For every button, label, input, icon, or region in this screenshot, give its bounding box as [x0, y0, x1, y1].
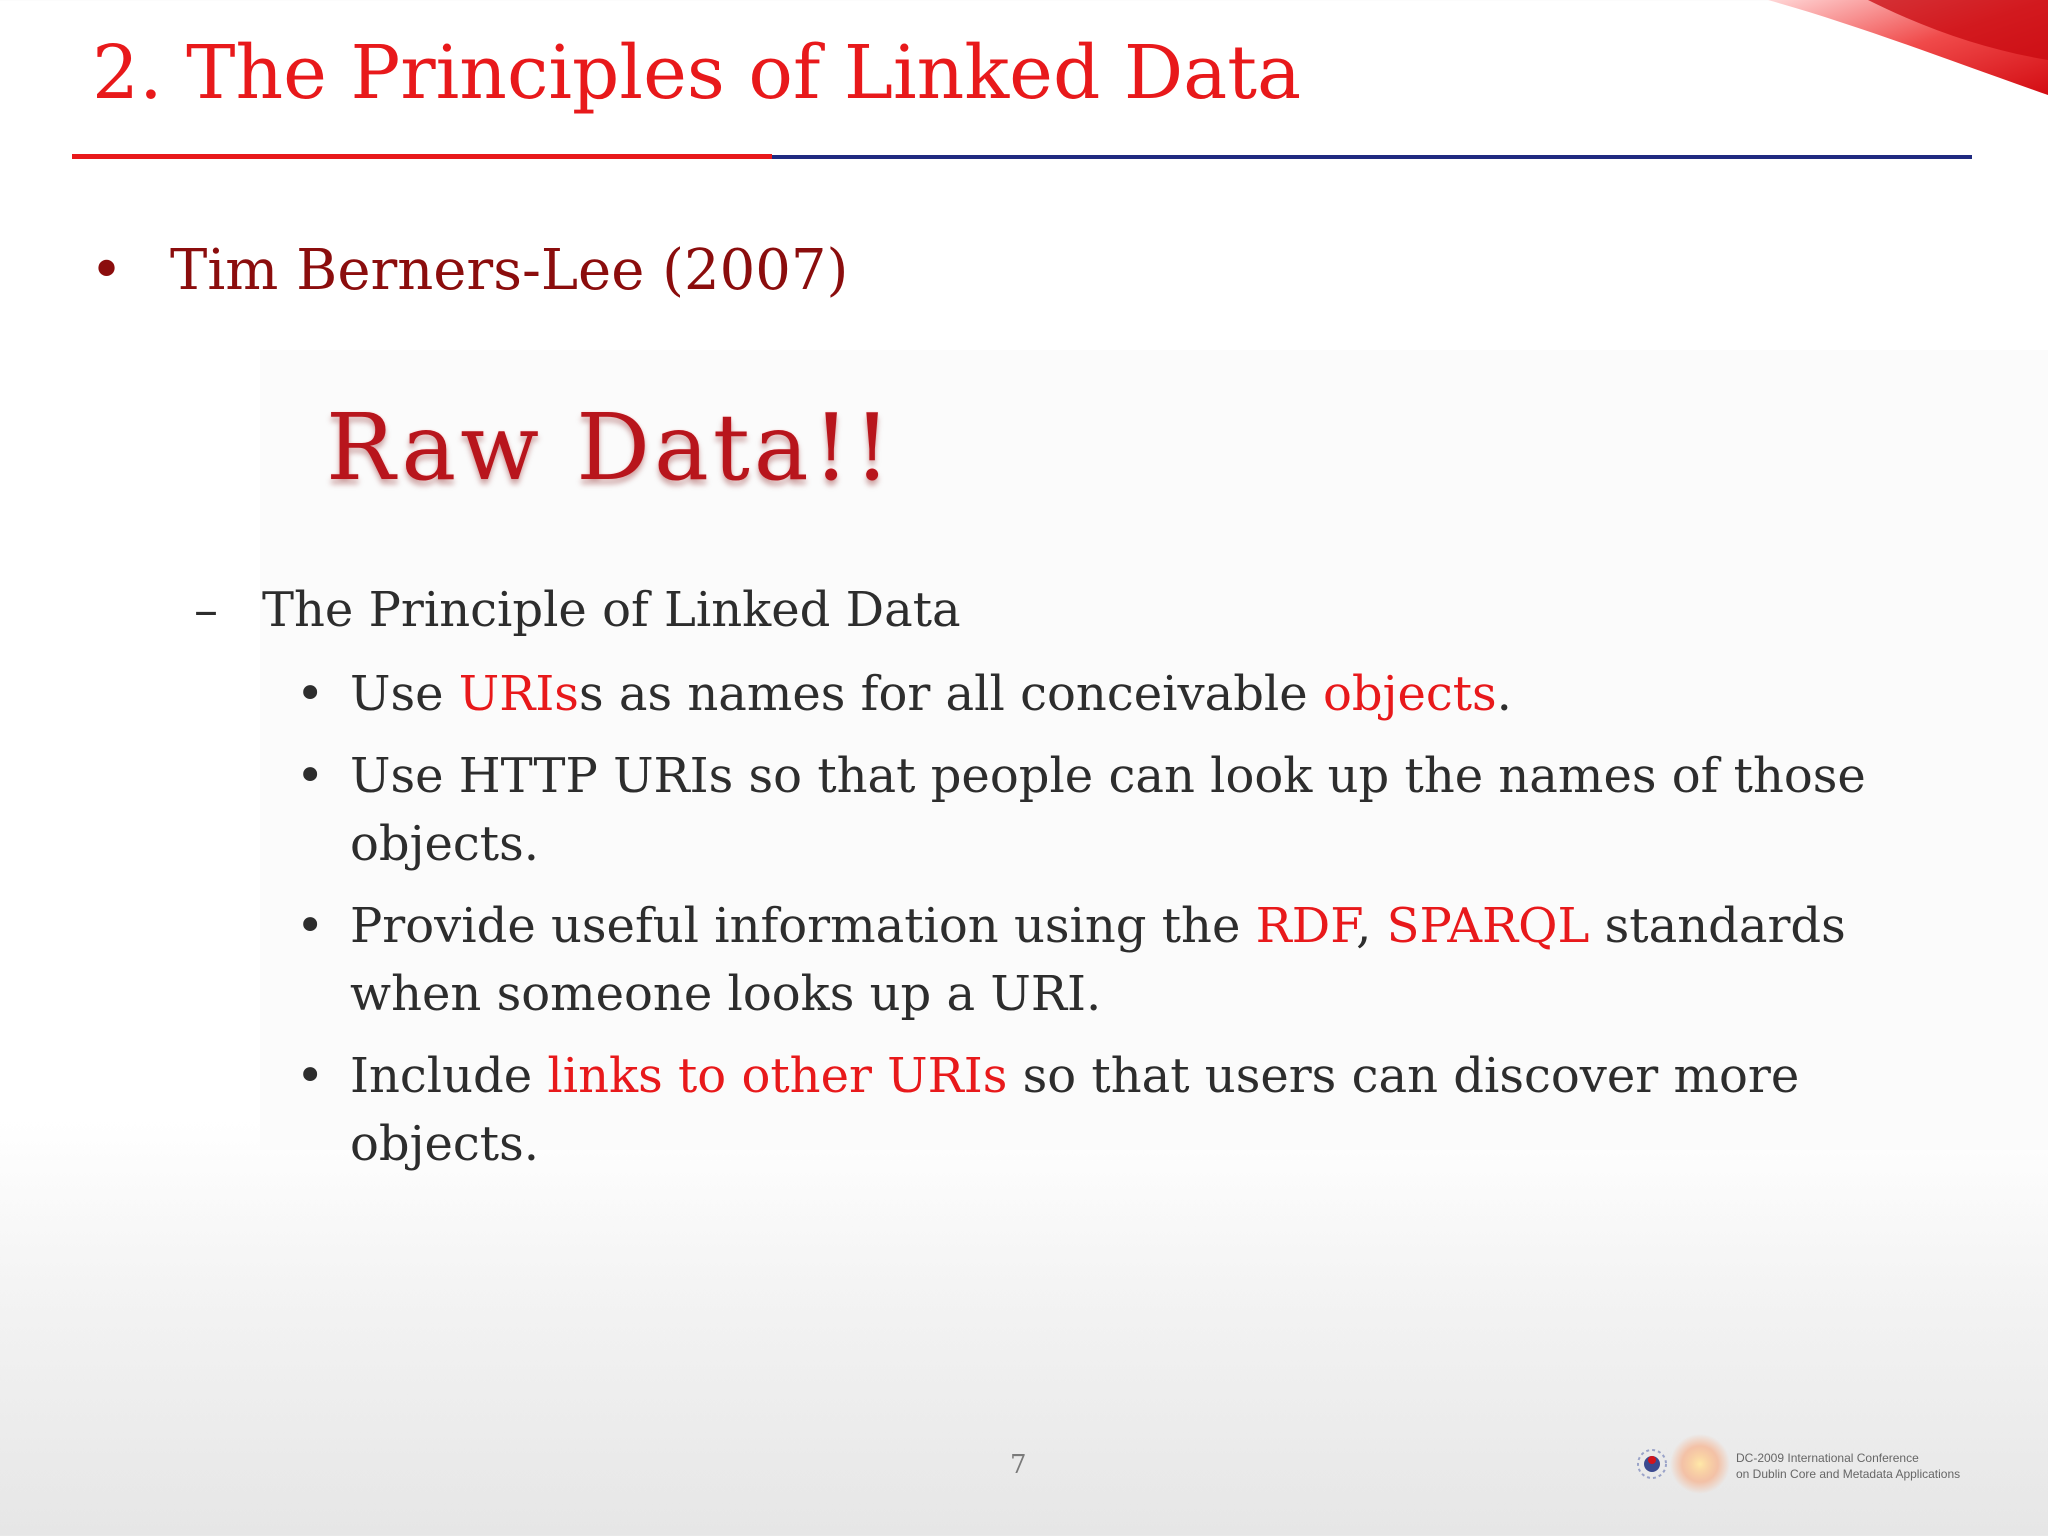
logo-line-2: on Dublin Core and Metadata Applications: [1736, 1467, 1961, 1481]
title-underline-blue: [772, 155, 1972, 159]
bullet-dot: •: [296, 1048, 325, 1104]
bullet-dot: •: [90, 238, 124, 303]
list-item: [296, 742, 1976, 878]
item-highlight: links to other URIs: [547, 1048, 1008, 1104]
page-number: 7: [1010, 1450, 1027, 1480]
sub-heading: [194, 582, 961, 638]
corner-swoosh-decoration: [1748, 0, 2048, 110]
list-item: [296, 660, 1976, 728]
item-text: .: [1496, 666, 1512, 722]
conference-logo: [1630, 1430, 2010, 1500]
bullet-dot: •: [296, 898, 325, 954]
item-highlight: objects: [1322, 666, 1497, 722]
item-text: Provide useful information using the: [350, 898, 1256, 954]
dc-2009-conference-logo-icon: [1630, 1430, 1730, 1500]
logo-caption: [1736, 1450, 1960, 1482]
principle-list: [296, 660, 1976, 1192]
item-highlight: SPARQL: [1386, 898, 1590, 954]
item-text: s as names for all conceivable: [578, 666, 1323, 722]
item-text: ,: [1356, 898, 1387, 954]
list-item: [296, 892, 1976, 1028]
item-text: Use HTTP URIs so that people can look up the names of those objects.: [350, 748, 1866, 872]
title-underline-red: [72, 154, 772, 159]
item-highlight: URIs: [458, 666, 579, 722]
bullet-dot: •: [296, 748, 325, 804]
item-text: standards when someone looks up a URI.: [350, 898, 1846, 1022]
raw-data-graphic: Raw Data!!: [326, 394, 895, 501]
top-bullet: [90, 238, 848, 303]
item-highlight: RDF: [1255, 898, 1357, 954]
bullet-text: Tim Berners-Lee (2007): [170, 238, 849, 303]
item-text: Include: [350, 1048, 548, 1104]
list-item: [296, 1042, 1976, 1178]
dash-bullet: –: [194, 582, 218, 638]
sub-heading-text: The Principle of Linked Data: [262, 582, 961, 638]
bullet-dot: •: [296, 666, 325, 722]
logo-line-1: DC-2009 International Conference: [1736, 1451, 1919, 1465]
item-text: Use: [350, 666, 459, 722]
slide-title: 2. The Principles of Linked Data: [92, 30, 1302, 116]
item-text: so that users can discover more objects.: [350, 1048, 1800, 1172]
